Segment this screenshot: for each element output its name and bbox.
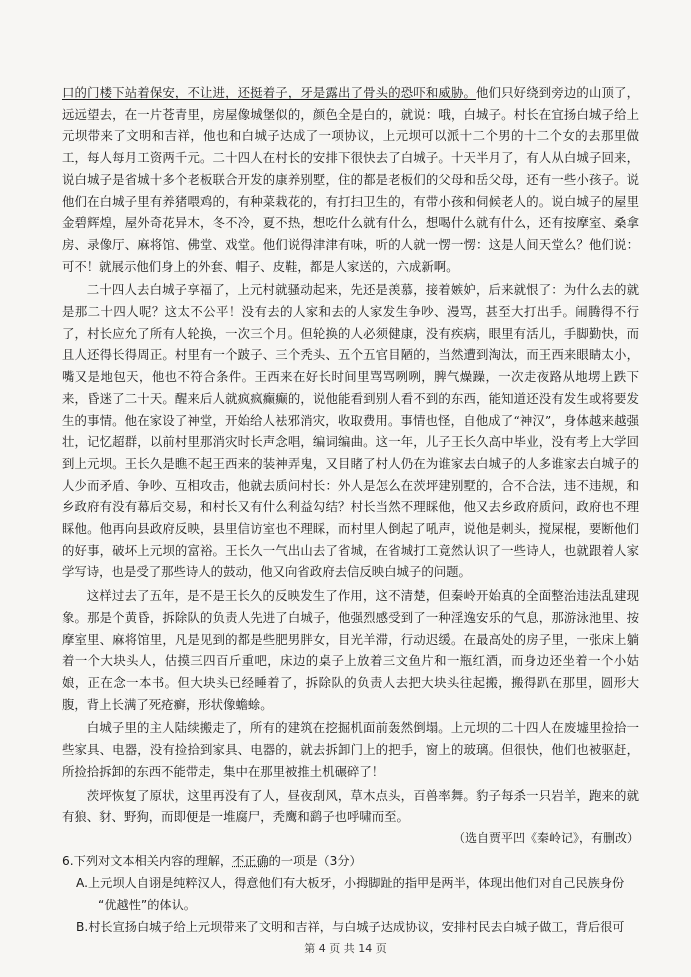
passage-paragraph-1 <box>62 82 639 277</box>
page-number: 第 4 页 共 14 页 <box>304 942 387 955</box>
source-attribution: （选自贾平凹《秦岭记》，有删改） <box>452 830 639 845</box>
option-b-line-1: B.村长宣扬白城子给上元坝带来了文明和吉祥，与白城子达成协议，安排村民去白城子做工，背后很可 <box>76 919 625 934</box>
passage-paragraph-3: 这样过去了五年，是不是王长久的反映发生了作用，这不清楚，但秦岭开始真的全面整治违法乱建现象。那是个黄昏，拆除队的负责人先进了白城子，他强烈感受到了一种淫逸安乐的气息，那游泳池里、按摩室里、麻将馆里，凡是见到的都是些肥男胖女，目光羊滞，行动迟缓。在最高处的房子里，一张床上躺着一个大块头人，估摸三四百斤重吧，床边的桌子上放着三文鱼片和一瓶红酒，而身边还坐着一个小姑娘，正在念一本书。但大块头已经睡着了，拆除队的负责人去把大块头往起搬，搬得趴在那里，圆形大腹，背上长满了死疮癣，形状像蟾蜍。 <box>62 588 639 712</box>
option-a-line-1: A.上元坝人自诩是纯粹汉人，得意他们有大板牙，小拇脚趾的指甲是两半，体现出他们对自己民族身份 <box>76 875 625 890</box>
question-stem-suffix: 的一项是（3分） <box>268 853 362 868</box>
underlined-sentence: 口的门楼下站着保安，不让进，还挺着子，牙是露出了骨头的恐吓和威胁。 <box>62 85 477 100</box>
option-b[interactable] <box>62 916 639 938</box>
passage-paragraph-4: 白城子里的主人陆续搬走了，所有的建筑在挖掘机面前轰然倒塌。上元坝的二十四人在废墟里捡拾一些家具、电器，没有捡拾到家具、电器的，就去拆卸门上的把手，窗上的玻璃。但很快，他们也被驱赶，所捡拾拆卸的东西不能带走，集中在那里被推土机碾碎了！ <box>62 720 639 779</box>
paragraph-1-text: 他们只好绕到旁边的山顶了，远远望去，在一片苍青里，房屋像城堡似的，颜色全是白的，就说：哦，白城子。村长在宜扬白城子给上元坝带来了文明和吉祥，他也和白城子达成了一项协议，上元坝可以派十二个男的十二个女的去那里做工，每人每月工资两千元。二十四人在村长的安排下很快去了白城子。十天半月了，有人从白城子回来，说白城子是省城十多个老板联合开发的康养别墅，住的都是老板们的父母和岳父母，还有一些小孩子。说他们在白城子里有养猪喂鸡的，有种菜栽花的，有打扫卫生的，有带小孩和伺候老人的。说白城子的屋里金碧辉煌，屋外奇花异木，冬不冷，夏不热，想吃什么就有什么，想喝什么就有什么，还有按摩室、桑拿房、录像厅、麻将馆、佛堂、戏堂。他们说得津津有味，听的人就一愣一愣：这是人间天堂么？他们说：可不！就展示他们身上的外套、帽子、皮鞋，都是人家送的，六成新啊。 <box>62 85 639 274</box>
question-stem-emphasis: 不正确 <box>232 853 269 868</box>
option-a-line-2: “优越性”的体认。 <box>98 897 196 912</box>
question-stem-prefix: 6.下列对文本相关内容的理解， <box>62 853 233 868</box>
passage-paragraph-5: 茨坪恢复了原状，这里再没有了人，昼夜刮风，草木点头，百兽率舞。豹子每杀一只岩羊，跑来的就有狼、豺、野狗，而即便是一堆腐尸，秃鹰和鹞子也呼啸而至。 <box>62 787 639 825</box>
question-6-stem <box>62 850 639 872</box>
option-a[interactable] <box>62 872 639 916</box>
passage-paragraph-2: 二十四人去白城子享福了，上元村就骚动起来，先还是羡慕，接着嫉妒，后来就恨了：为什么去的就是那二十四人呢？这太不公平！没有去的人家和去的人家发生争吵、漫骂，甚至大打出手。闹腾得不行了，村长应允了所有人轮换，一次三个月。但轮换的人必须健康，没有疾病，眼里有活儿，手脚勤快，而且人还得长得周正。村里有一个跛子、三个秃头、五个五官目陋的，当然遭到淘汰，而王西来眼睛太小，嘴又是地包天，他也不符合条件。王西来在好长时间里骂骂咧咧，脾气燥躁，一次走夜路从地塄上跌下来，昏迷了二十天。醒来后人就疯疯癫癫的，说他能看到别人看不到的东西，能知道还没有发生或将要发生的事情。他在家设了神堂，开始给人袪邪消灾，收取费用。事情也怪，自他成了“神汉”，身体越来越强壮，记忆超群，以前村里那消灾时长声念唱，编词编曲。这一年，儿子王长久高中毕业，没有考上大学回到上元坝。王长久是瞧不起王西来的装神弄鬼，又目睹了村人仍在为谁家去白城子的人多谁家去白城子的人少而矛盾、争吵、互相攻击，他就去质问村长：外人是怎么在茨坪建别墅的，合不合法，违不违规，和乡政府有没有幕后交易，和村长又有什么利益勾结？村长当然不理睬他，他又去乡政府质问，政府也不理睬他。他再向县政府反映，县里信访室也不理睬，而村里人倒起了吼声，说他是刺头，搅屎棍，要断他们的好事，破坏上元坝的富裕。王长久一气出山去了省城，在省城打工竟然认识了一些诗人，也就跟着人家学写诗，也是受了那些诗人的鼓动，他又向省政府去信反映白城子的问题。 <box>62 282 639 580</box>
